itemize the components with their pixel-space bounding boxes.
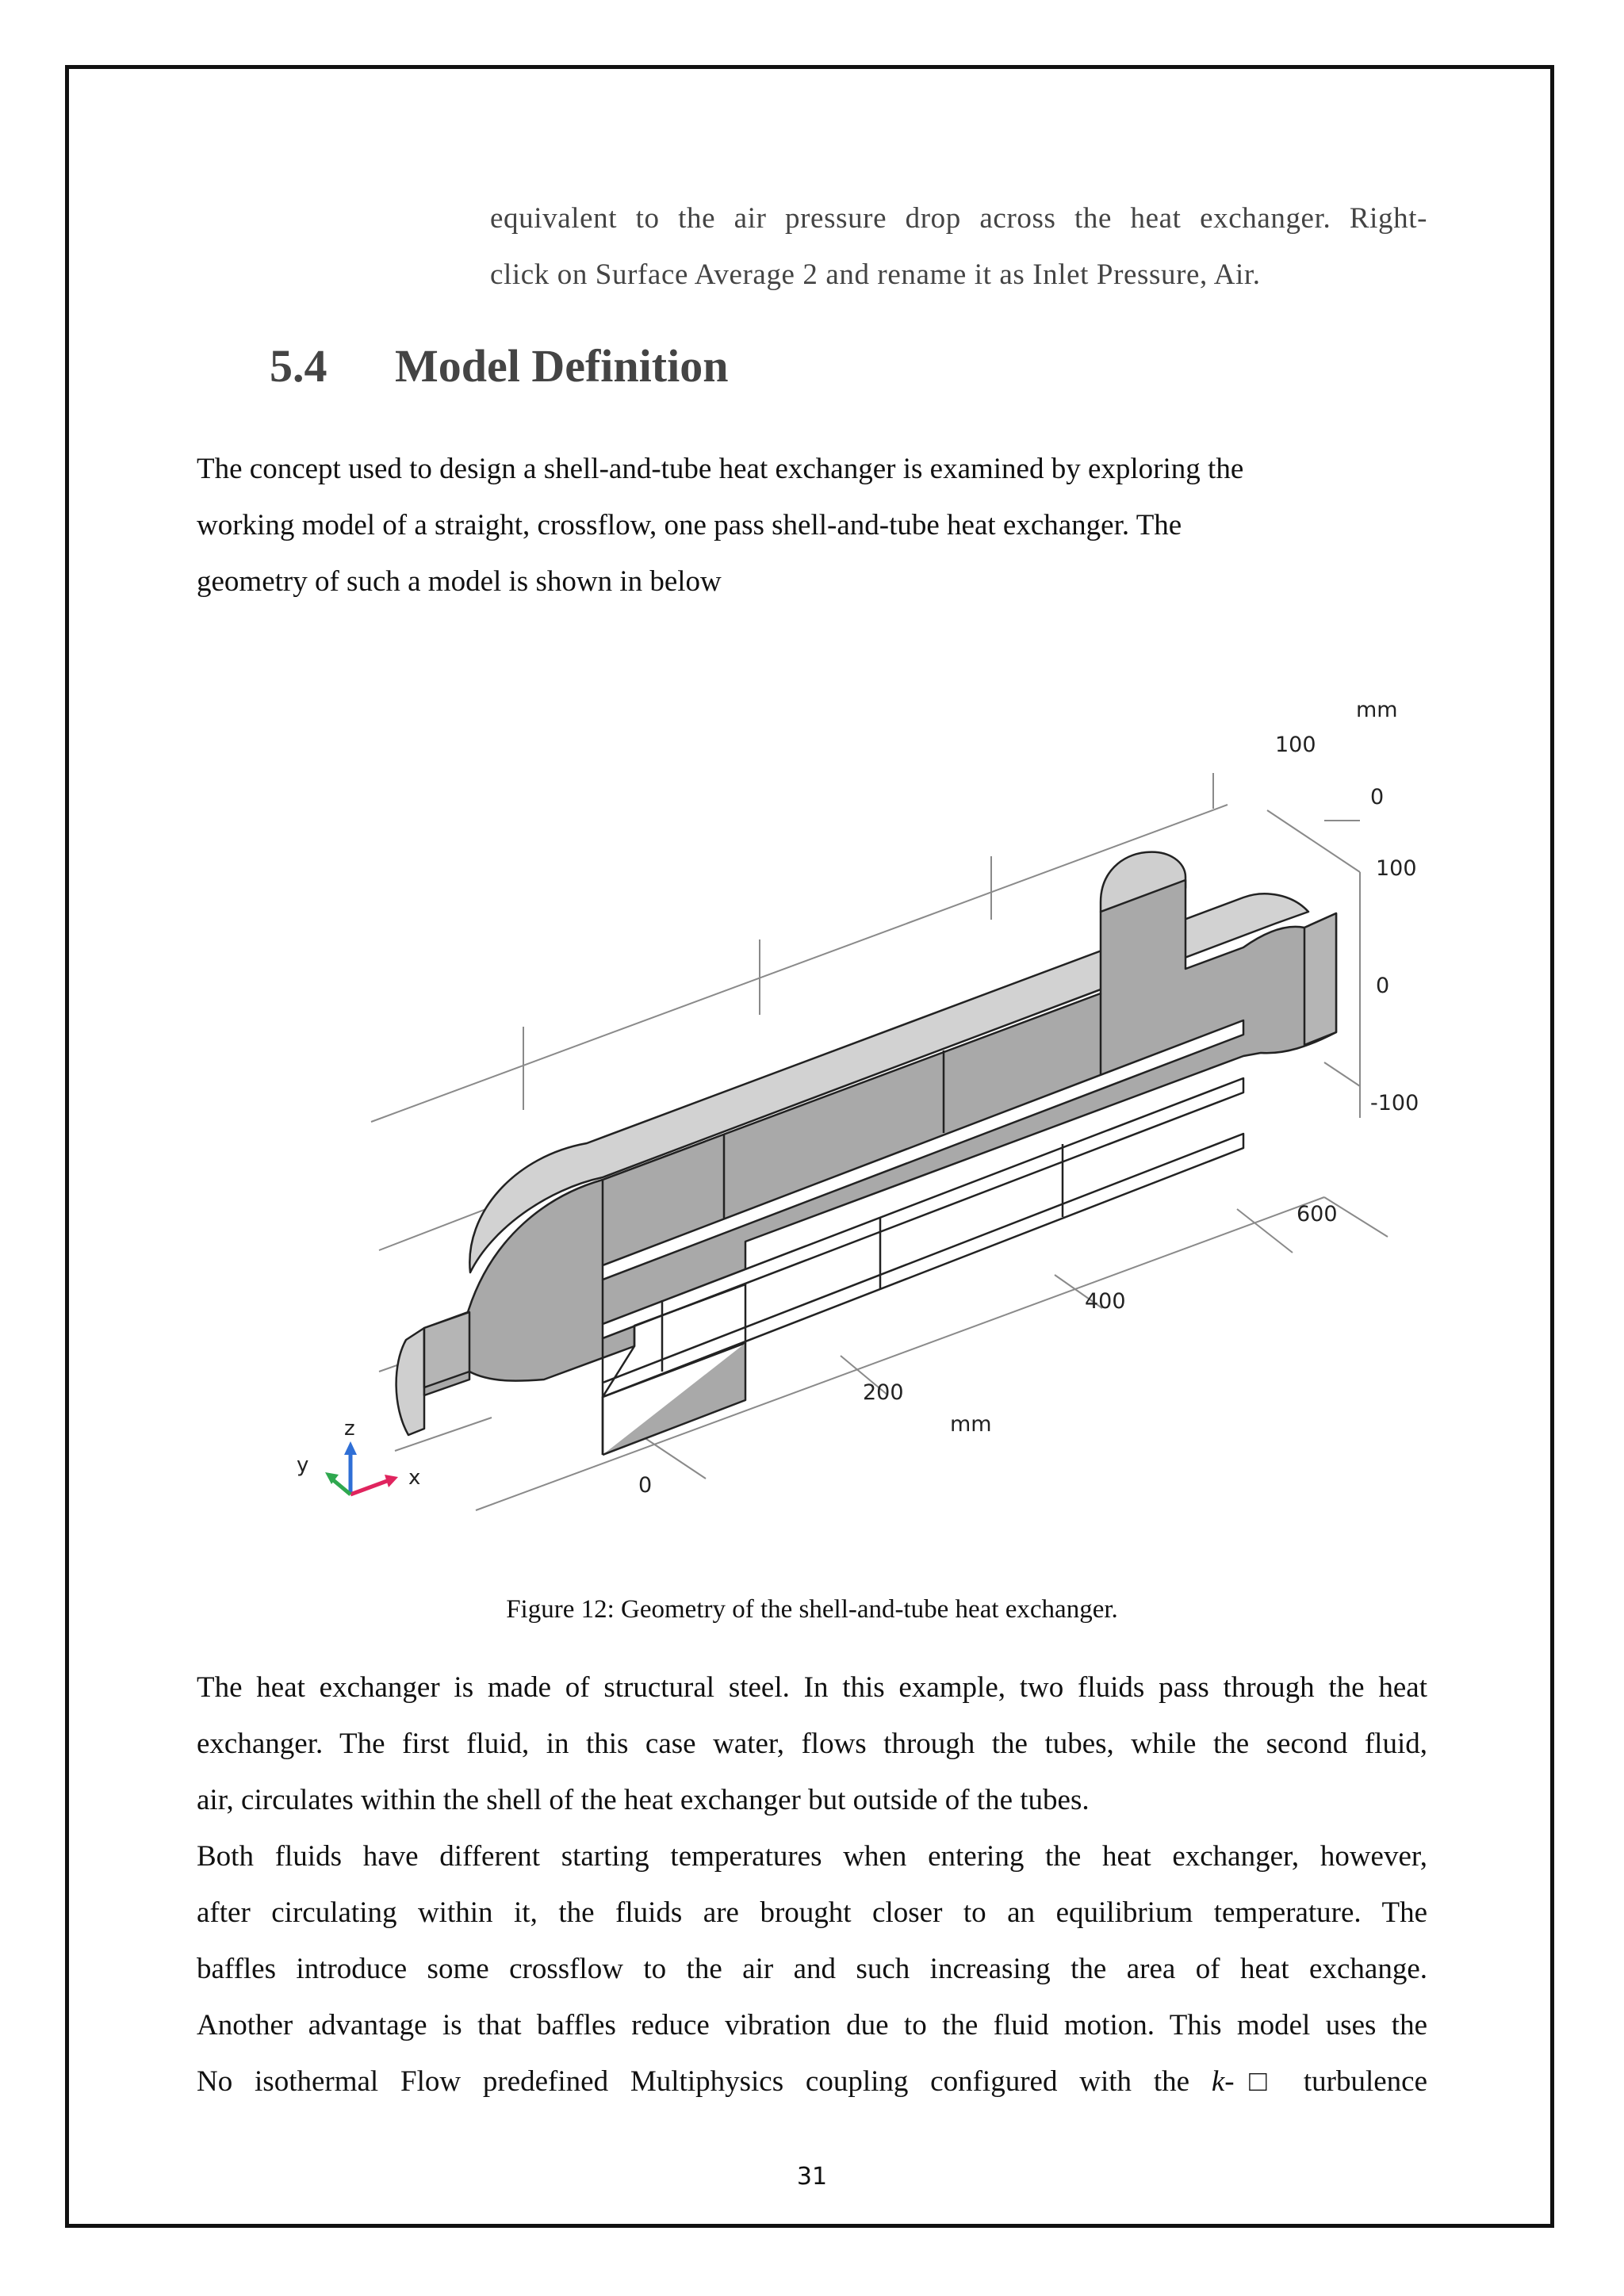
text-segment: turbulence: [1281, 2065, 1427, 2098]
missing-glyph: □: [1234, 2065, 1282, 2098]
figure-caption: Figure 12: Geometry of the shell-and-tube heat exchanger.: [506, 1595, 1118, 1624]
z-tick-label: 0: [1376, 974, 1390, 998]
x-tick-label: 400: [1085, 1289, 1126, 1314]
z-tick-label: 100: [1376, 856, 1417, 881]
continuation-paragraph: [490, 190, 1427, 303]
y-tick-label: 0: [1370, 785, 1385, 809]
y-axis-arrow: [331, 1479, 350, 1494]
text-line: The concept used to design a shell-and-tube heat exchanger is examined by exploring the: [197, 453, 1244, 485]
grid-line: [1267, 810, 1360, 872]
heat-exchanger-figure: [262, 682, 1483, 1570]
z-tick-label: -100: [1370, 1091, 1419, 1115]
text-segment: No isothermal Flow predefined Multiphysics coupling configured with the: [197, 2065, 1212, 2098]
text-line: Both fluids have different starting temperatures when entering the heat exchanger, however,: [197, 1840, 1427, 1873]
text-line: baffles introduce some crossflow to the air and such increasing the area of heat exchange.: [197, 1953, 1427, 1985]
italic-symbol: k: [1211, 2065, 1225, 2098]
text-line: Another advantage is that baffles reduce vibration due to the fluid motion. This model uses the: [197, 2009, 1427, 2042]
shell-body: [396, 852, 1336, 1455]
x-tick-label: 600: [1297, 1202, 1338, 1226]
grid-line: [1237, 1209, 1293, 1253]
top-unit-label: mm: [1356, 698, 1398, 722]
page-number: 31: [796, 2163, 828, 2191]
intro-paragraph: [197, 441, 1370, 610]
text-line: [197, 2053, 1427, 2110]
text-line: geometry of such a model is shown in below: [197, 565, 722, 598]
axis-triad: [297, 1417, 420, 1494]
text-line: working model of a straight, crossflow, one pass shell-and-tube heat exchanger. The: [197, 509, 1182, 541]
geometry-render: [262, 682, 1483, 1570]
text-line: exchanger. The first fluid, in this case water, flows through the tubes, while the second fluid,: [197, 1728, 1427, 1760]
triad-y-label: y: [297, 1453, 309, 1477]
section-title: Model Definition: [395, 340, 729, 392]
text-line: The heat exchanger is made of structural steel. In this example, two fluids pass through the heat: [197, 1671, 1427, 1704]
right-nozzle: [1304, 913, 1336, 1045]
left-end-cap: [396, 1328, 424, 1435]
y-tick-label: 100: [1275, 733, 1316, 757]
text-line: air, circulates within the shell of the heat exchanger but outside of the tubes.: [197, 1784, 1090, 1816]
x-axis-arrow: [350, 1481, 387, 1494]
text-segment: -: [1224, 2065, 1235, 2098]
text-line: equivalent to the air pressure drop across the heat exchanger. Right-: [490, 202, 1427, 235]
shell-cut-face: [424, 880, 1336, 1395]
text-line: click on Surface Average 2 and rename it as Inlet Pressure, Air.: [490, 258, 1261, 291]
x-tick-label: 0: [638, 1473, 653, 1498]
section-heading: [270, 339, 728, 392]
body-paragraph-2: [197, 1828, 1427, 2110]
section-number: 5.4: [270, 340, 327, 392]
grid-line: [1324, 1062, 1360, 1086]
triad-z-label: z: [344, 1417, 355, 1441]
triad-x-label: x: [408, 1466, 421, 1490]
x-axis-arrowhead: [385, 1475, 398, 1487]
bottom-unit-label: mm: [950, 1412, 992, 1437]
x-tick-label: 200: [863, 1380, 904, 1405]
text-line: after circulating within it, the fluids are brought closer to an equilibrium temperature. The: [197, 1896, 1427, 1929]
body-paragraph-1: [197, 1659, 1427, 1828]
z-axis-arrowhead: [344, 1441, 357, 1455]
